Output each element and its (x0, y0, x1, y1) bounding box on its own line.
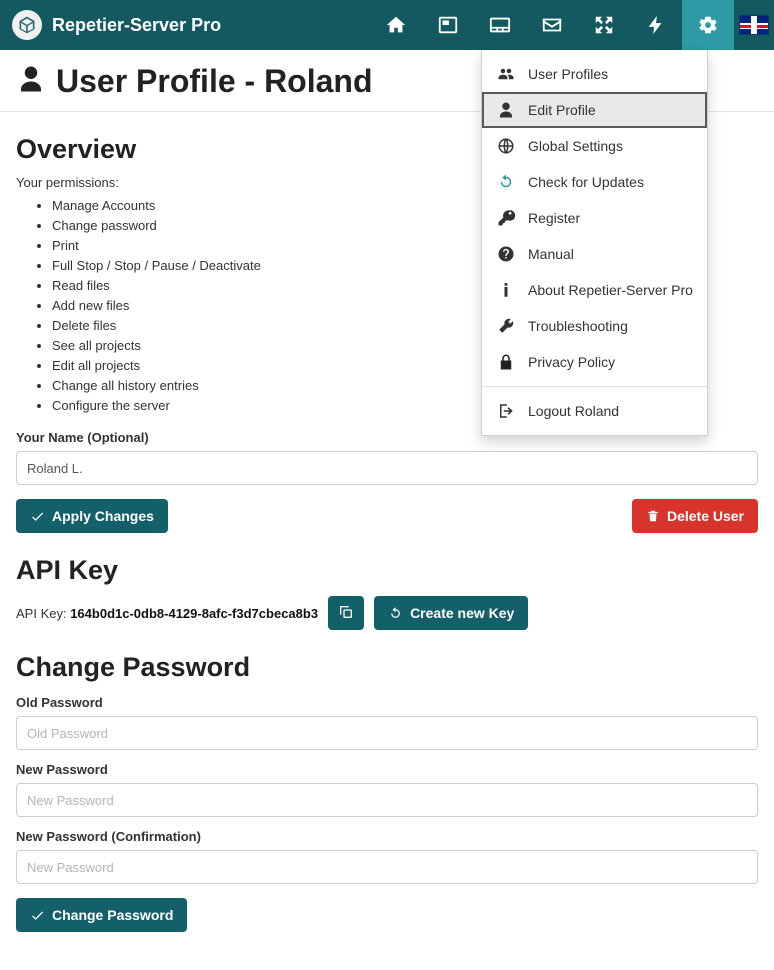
old-password-input[interactable] (16, 716, 758, 750)
menu-item-label: Check for Updates (528, 174, 644, 190)
lightning-icon[interactable] (630, 0, 682, 50)
apply-changes-label: Apply Changes (52, 508, 154, 525)
top-navigation-bar (0, 0, 774, 50)
menu-item-label: Edit Profile (528, 102, 596, 118)
projects-icon[interactable] (474, 0, 526, 50)
old-password-label: Old Password (16, 695, 103, 711)
profile-actions (16, 499, 758, 533)
home-icon[interactable] (370, 0, 422, 50)
check-icon (30, 509, 45, 524)
menu-item-global-settings[interactable] (482, 128, 707, 164)
user-icon (16, 64, 46, 99)
gear-icon[interactable] (682, 0, 734, 50)
printer-icon[interactable] (422, 0, 474, 50)
menu-item-label: Troubleshooting (528, 318, 628, 334)
cube-logo-icon (12, 10, 42, 40)
list-item: • Read files (52, 276, 758, 296)
apikey-prefix: API Key: (16, 605, 67, 621)
apikey-heading: API Key (16, 555, 119, 586)
overview-heading: Overview (16, 134, 137, 165)
menu-item-manual[interactable] (482, 236, 707, 272)
apikey-row (16, 596, 758, 630)
brand-title: Repetier-Server Pro (52, 14, 222, 35)
name-input[interactable] (16, 451, 758, 485)
uk-flag-icon[interactable] (734, 0, 774, 50)
change-password-button[interactable] (16, 898, 187, 932)
list-item: • See all projects (52, 336, 758, 356)
delete-user-button[interactable] (632, 499, 758, 533)
menu-item-user-profiles[interactable] (482, 56, 707, 92)
list-item: • Edit all projects (52, 356, 758, 376)
change-password-heading: Change Password (16, 652, 251, 683)
list-item: • Add new files (52, 296, 758, 316)
refresh-icon (496, 173, 516, 191)
mail-icon[interactable] (526, 0, 578, 50)
create-new-key-label: Create new Key (410, 605, 515, 622)
lock-icon (496, 353, 516, 371)
page-title: User Profile - Roland (56, 63, 373, 99)
menu-item-logout[interactable] (482, 393, 707, 429)
apply-changes-button[interactable] (16, 499, 168, 533)
name-label: Your Name (Optional) (16, 430, 149, 446)
delete-user-label: Delete User (666, 508, 744, 525)
apikey-value: 164b0d1c-0db8-4129-8afc-f3d7cbeca8b3 (70, 605, 319, 621)
list-item: • Change password (52, 216, 758, 236)
menu-item-label: Manual (528, 246, 574, 262)
settings-dropdown-menu (481, 50, 708, 436)
fullscreen-icon[interactable] (578, 0, 630, 50)
question-circle-icon (496, 245, 516, 263)
list-item: • Print (52, 236, 758, 256)
create-new-key-button[interactable] (374, 596, 528, 630)
confirm-password-input[interactable] (16, 850, 758, 884)
menu-item-label: User Profiles (528, 66, 609, 82)
info-icon (496, 281, 516, 299)
key-icon (496, 209, 516, 227)
list-item: • Configure the server (52, 396, 758, 416)
menu-item-label: Register (528, 210, 581, 226)
menu-item-label: Logout Roland (528, 403, 620, 419)
permissions-label: Your permissions: (16, 175, 119, 191)
menu-item-check-for-updates[interactable] (482, 164, 707, 200)
list-item: • Full Stop / Stop / Pause / Deactivate (52, 256, 758, 276)
list-item: • Delete files (52, 316, 758, 336)
brand[interactable] (0, 10, 221, 40)
menu-item-label: Global Settings (528, 138, 623, 154)
menu-divider (482, 386, 707, 387)
refresh-icon (388, 606, 403, 621)
menu-item-edit-profile[interactable] (482, 92, 707, 128)
copy-icon (338, 604, 354, 623)
user-icon (496, 101, 516, 119)
menu-item-label: Privacy Policy (528, 354, 616, 370)
new-password-label: New Password (16, 762, 108, 778)
menu-item-privacy-policy[interactable] (482, 344, 707, 380)
users-icon (496, 65, 516, 83)
apikey-value-text (16, 606, 318, 621)
new-password-input[interactable] (16, 783, 758, 817)
menu-item-register[interactable] (482, 200, 707, 236)
logout-icon (496, 402, 516, 420)
check-icon (30, 908, 45, 923)
nav-icon-group (370, 0, 774, 50)
trash-icon (646, 509, 660, 523)
confirm-password-label: New Password (Confirmation) (16, 829, 201, 845)
list-item: • Manage Accounts (52, 196, 758, 216)
globe-icon (496, 137, 516, 155)
list-item: • Change all history entries (52, 376, 758, 396)
menu-item-about[interactable] (482, 272, 707, 308)
menu-item-label: About Repetier-Server Pro (528, 282, 693, 298)
change-password-label: Change Password (52, 907, 174, 924)
change-password-actions (16, 898, 758, 932)
copy-apikey-button[interactable] (328, 596, 364, 630)
wrench-icon (496, 317, 516, 335)
menu-item-troubleshooting[interactable] (482, 308, 707, 344)
